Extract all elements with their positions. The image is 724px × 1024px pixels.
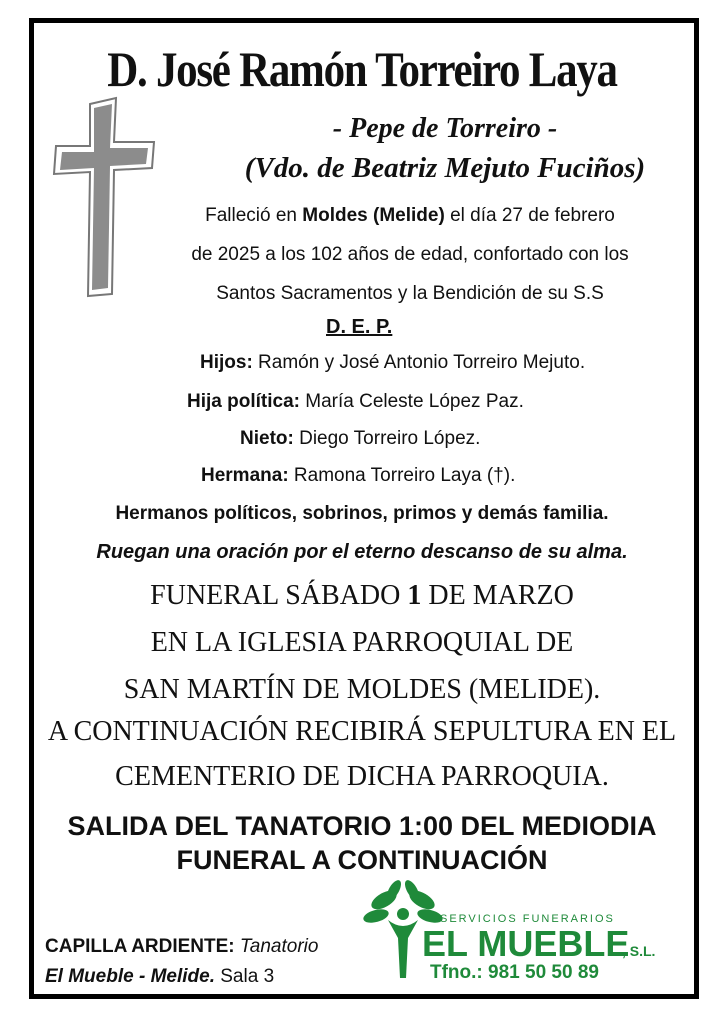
death-line-1-post: el día 27 de febrero	[444, 205, 615, 226]
chapel-line-2	[45, 966, 274, 988]
chapel-place-1: Tanatorio	[234, 936, 319, 957]
funeral-line-3: SAN MARTÍN DE MOLDES (MELIDE).	[123, 674, 601, 705]
deceased-alias: - Pepe de Torreiro -	[332, 113, 558, 144]
chapel-label: CAPILLA ARDIENTE:	[45, 936, 235, 957]
grandson-label: Nieto:	[240, 428, 294, 449]
logo-tagline: SERVICIOS FUNERARIOS	[440, 913, 615, 925]
death-line-3: Santos Sacramentos y la Bendición de su S.S	[216, 283, 604, 304]
funeral-line-1	[0, 580, 724, 612]
children-names: Ramón y José Antonio Torreiro Mejuto.	[252, 352, 586, 373]
sister-name: Ramona Torreiro Laya (†).	[288, 465, 516, 486]
death-line-1	[190, 205, 630, 227]
chapel-line-1	[45, 936, 318, 958]
family-daughter-in-law	[187, 391, 524, 413]
daughter-in-law-name: María Celeste López Paz.	[299, 391, 524, 412]
logo-brand: EL MUEBLE	[422, 923, 630, 964]
death-line-2: de 2025 a los 102 años de edad, confortado con los	[191, 244, 629, 265]
death-line-1-pre: Falleció en	[205, 205, 303, 226]
prayer-request: Ruegan una oración por el eterno descanso de su alma.	[96, 541, 628, 563]
chapel-place-2: El Mueble - Melide.	[45, 966, 215, 987]
sister-label: Hermana:	[201, 465, 289, 486]
funeral-line-4: A CONTINUACIÓN RECIBIRÁ SEPULTURA EN EL	[47, 716, 677, 747]
children-label: Hijos:	[200, 352, 253, 373]
chapel-room: Sala 3	[214, 966, 275, 987]
widower-of: (Vdo. de Beatriz Mejuto Fuciños)	[244, 152, 646, 184]
grandson-name: Diego Torreiro López.	[293, 428, 481, 449]
departure-line-1: SALIDA DEL TANATORIO 1:00 DEL MEDIODIA	[67, 811, 657, 841]
family-grandson	[240, 428, 480, 450]
departure-line-2: FUNERAL A CONTINUACIÓN	[176, 845, 548, 875]
funeral-home-logo	[360, 880, 680, 985]
funeral-line-5: CEMENTERIO DE DICHA PARROQUIA.	[115, 761, 609, 792]
deceased-name: D. José Ramón Torreiro Laya	[107, 41, 617, 97]
logo-phone: Tfno.: 981 50 50 89	[430, 962, 599, 983]
funeral-day: 1	[407, 580, 422, 611]
funeral-line-1-post: DE MARZO	[421, 580, 574, 611]
family-sister	[201, 465, 515, 487]
death-place: Moldes (Melide)	[302, 205, 445, 226]
logo-suffix: , S.L.	[622, 943, 656, 959]
funeral-line-1-pre: FUNERAL SÁBADO	[150, 580, 408, 611]
dep-heading: D. E. P.	[326, 316, 393, 338]
family-children	[200, 352, 585, 374]
daughter-in-law-label: Hija política:	[187, 391, 300, 412]
funeral-line-2: EN LA IGLESIA PARROQUIAL DE	[150, 627, 574, 658]
cross-icon	[50, 96, 162, 300]
other-family: Hermanos políticos, sobrinos, primos y demás familia.	[115, 503, 609, 524]
